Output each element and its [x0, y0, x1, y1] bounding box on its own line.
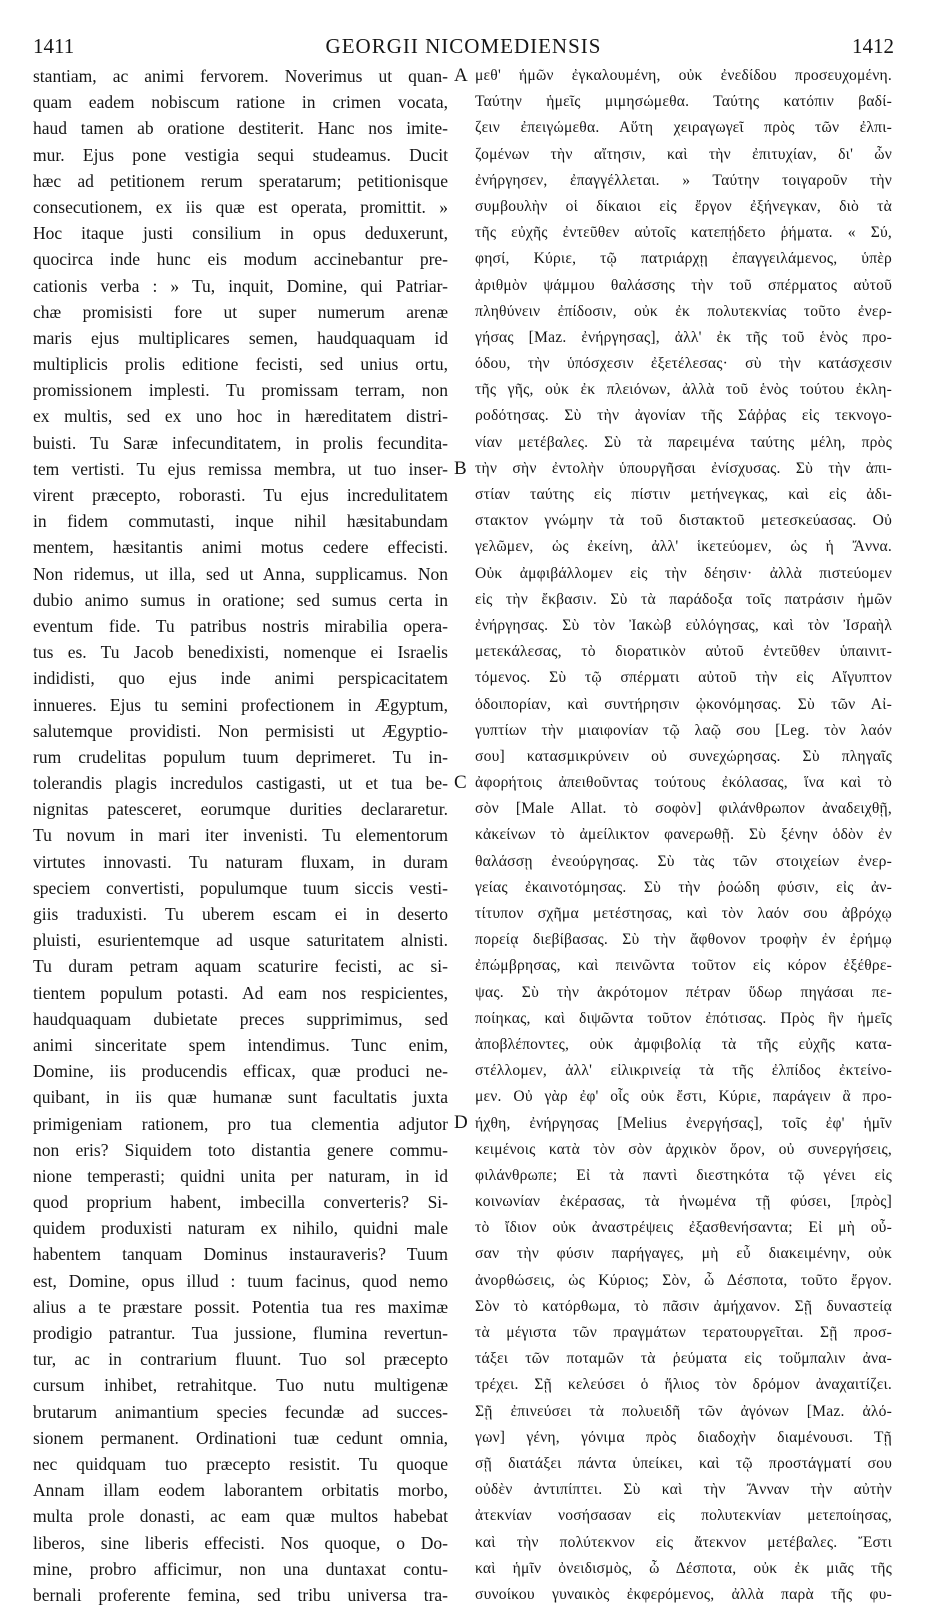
latin-text-line: quidem produxisti naturam ex nihilo, quidni male	[33, 1218, 448, 1239]
right-page-number: 1412	[852, 34, 894, 58]
latin-text-line: quibant, in iis quæ humanæ sunt facultatis juxta	[33, 1087, 448, 1108]
latin-text-line: pluisti, esurientemque ad usque saturitatem alnisti.	[33, 930, 448, 951]
greek-text-line: τάξει τῶν ποταμῶν τὰ ῥεύματα εἰς τοὔμπαλιν ἀνα-	[475, 1350, 892, 1368]
greek-text-line: ἀτεκνίαν νοσήσασαν εἰς πολυτεκνίαν μετεποίησας,	[475, 1507, 892, 1525]
greek-text-line: μεθ' ἡμῶν ἐγκαλουμένη, οὐκ ἐνεδίδου προσευχομένη.	[475, 67, 892, 84]
latin-text-line: rum crudelitas populum tuum deprimeret. Tu in-	[33, 746, 448, 767]
latin-text-line: in fidem commutasti, inque nihil hæsitabundam	[33, 511, 448, 532]
greek-text-line: στέλλομεν, ἀλλ' εἰλικρινείᾳ τὰ τῆς ἐλπίδος ἐκτείνο-	[475, 1062, 892, 1080]
latin-text-line: liberos, sine liberis effecisti. Nos quoque, o Do-	[33, 1532, 448, 1553]
greek-text-line: τόμενος. Σὺ τῷ σπέρματι αὐτοῦ τὴν εἰς Αἴγυπτον	[475, 669, 892, 687]
greek-text-line: ζειν ἐπειγώμεθα. Αὕτη χειραγωγεῖ πρὸς τῶν ἐλπι-	[475, 119, 892, 137]
greek-text-line: φιλάνθρωπε; Εἰ τὰ παντὶ διεστηκότα τῷ γένει εἰς	[475, 1166, 892, 1184]
latin-text-line: nignitas patesceret, eorumque durities declararetur.	[33, 799, 448, 820]
latin-text-line: speciem convertisti, populumque tuum siccis vesti-	[33, 877, 448, 898]
greek-text-line: τὴν σὴν ἐντολὴν ὑπουργῆσαι ἐνίσχυσας. Σὺ τὴν ἀπι-	[475, 459, 892, 477]
greek-text-line: γείας ἐκαινοτόμησας. Σὺ τὴν ῥοώδη φύσιν, εἰς ἀν-	[475, 878, 892, 896]
greek-text-line: κἀκείνων τὸ ἀμείλικτον φανερωθῇ. Σὺ ξένην ὁδὸν ἐν	[475, 826, 892, 844]
greek-text-line: Οὐκ ἀμφιβάλλομεν εἰς τὴν δέησιν· ἀλλὰ πιστεύομεν	[475, 564, 892, 582]
latin-text-line: chæ promisisti fore ut super numerum arenæ	[33, 301, 448, 322]
latin-column	[33, 63, 448, 1608]
greek-text-line: ἀφορήτοις ἀπειθοῦντας τούτους ἐκόλασας, ἵνα καὶ τὸ	[475, 774, 892, 792]
greek-text-line: πληθύνειν ἐπίδοσιν, οὐκ ἐκ πολυτεκνίας τοῦτο ἐνερ-	[475, 302, 892, 320]
latin-text-line: quod proprium habent, imbecilla converteris? Si-	[33, 1192, 448, 1213]
latin-text-line: virent præcepto, roborasti. Tu ejus incredulitatem	[33, 485, 448, 505]
latin-text-line: tientem populum potasti. Ad eam nos respicientes,	[33, 982, 448, 1003]
latin-text-line: alius a te præstare possit. Potentia tua res maximæ	[33, 1296, 448, 1317]
greek-text-line: τίτυπον σχῆμα μετέστησας, καὶ τὸν λαόν σου ἀβρόχῳ	[475, 905, 892, 922]
greek-text-line: πορείᾳ διεβίβασας. Σὺ τὴν ἄφθονον τροφὴν ἐν ἐρήμῳ	[475, 931, 892, 949]
greek-text-line: σαν τὴν φύσιν παρήγαγες, μὴ εὖ διακειμένην, οὐκ	[475, 1245, 892, 1263]
greek-text-line: μεν. Οὐ γὰρ ἐφ' οἷς οὐκ ἔστι, Κύριε, παράγειν ἃ προ-	[475, 1088, 892, 1106]
latin-text-line: virtutes innovasti. Tu naturam fluxam, in duram	[33, 851, 448, 872]
latin-text-line: stantiam, ac animi fervorem. Noverimus ut quan-	[33, 66, 448, 86]
latin-text-line: bernali proferente femina, sed tribu universa tra-	[33, 1584, 448, 1605]
greek-text-line: γων] γένη, γόνιμα πρὸς διαδοχὴν διαμένουσι. Τῇ	[475, 1428, 892, 1446]
greek-text-line: ροδότησας. Σὺ τὴν ἀγονίαν τῆς Σάῤῥας εἰς τεκνογο-	[475, 407, 892, 425]
greek-text-line: τῆς εὐχῆς ἐντεῦθεν αὐτοῖς κατεπῄδετο ῥήματα. « Σύ,	[475, 224, 892, 242]
greek-column	[475, 63, 892, 1608]
greek-text-line: τῆς γῆς, οὐκ ἐκ πλειόνων, ἀλλὰ τοῦ ἑνὸς τούτου ἐκλη-	[475, 381, 892, 399]
greek-text-line: τὰ μέγιστα τῶν πραγμάτων τερατουργεῖται. Σῇ προσ-	[475, 1324, 892, 1341]
latin-text-line: quam eadem nobiscum ratione in crimen vocata,	[33, 92, 448, 113]
section-marker-a: A	[454, 65, 468, 86]
latin-text-line: innueres. Ejus tu semini profectionem in Ægyptum,	[33, 694, 448, 715]
latin-text-line: Hoc itaque justi consilium in opus deduxerunt,	[33, 223, 448, 244]
latin-text-line: Tu duram petram aquam scaturire fecisti, ac si-	[33, 956, 448, 977]
latin-text-line: prodigio patrantur. Tua jussione, flumina revertun-	[33, 1323, 448, 1343]
latin-text-line: giis traduxisti. Tu uberem escam ei in deserto	[33, 904, 448, 924]
greek-text-line: ποίηκας, καὶ διψῶντα τοῦτον ἐπότισας. Πρὸς ἣν ἡμεῖς	[475, 1009, 892, 1027]
latin-text-line: non eris? Siquidem toto distantia genere commu-	[33, 1139, 448, 1160]
left-page-number: 1411	[33, 34, 75, 58]
section-marker-c: C	[454, 772, 467, 793]
greek-text-line: ἀριθμὸν ψάμμου θαλάσσης τὴν τοῦ σπέρματος αὐτοῦ	[475, 276, 892, 294]
running-title: GEORGII NICOMEDIENSIS	[325, 34, 602, 58]
greek-text-line: στίαν ταύτης εἰς πίστιν μετήνεγκας, καὶ εἰς ἀδι-	[475, 486, 892, 503]
latin-text-line: dubio animo sumus in oratione; sed sumus certa in	[33, 589, 448, 610]
latin-text-line: maris ejus multiplicares semen, haudquaquam id	[33, 327, 448, 348]
latin-text-line: nec quidquam tuo præcepto resistit. Tu quoque	[33, 1453, 448, 1474]
latin-text-line: habentem tanquam Dominus instauraveris? Tuum	[33, 1244, 448, 1265]
greek-text-line: Σῇ ἐπινεύσει τὰ πολυειδῆ τῶν ἀγόνων [Maz. ἀλό-	[475, 1402, 892, 1420]
latin-text-line: ex multis, sed ex uno hoc in hæreditatem distri-	[33, 406, 448, 427]
greek-text-line: καὶ τὴν πολύτεκνον εἰς ἄτεκνον μετέβαλες. Ἔστι	[475, 1533, 892, 1551]
greek-text-line: σῇ διατάξει πάντα ὑπείκει, καὶ τῷ προστάγματί σου	[475, 1454, 892, 1472]
latin-text-line: mine, probro afficimur, non una duntaxat contu-	[33, 1558, 448, 1579]
latin-text-line: est, Domine, opus illud : tuum facinus, quod nemo	[33, 1270, 448, 1291]
greek-text-line: σὸν [Male Allat. τὸ σοφὸν] φιλάνθρωπον ἀναδειχθῇ,	[475, 800, 892, 818]
greek-text-line: συνοίκου γυναικὸς ἐκφερόμενος, ἀλλὰ παρὰ τῆς φυ-	[475, 1585, 892, 1603]
latin-text-line: hæc ad petitionem rerum speratarum; petitionisque	[33, 170, 448, 191]
section-marker-d: D	[454, 1112, 468, 1133]
greek-text-line: ήχθη, ἐνήργησας [Melius ἐνεργήσας], τοῖς ἐφ' ἡμῖν	[475, 1114, 892, 1132]
latin-text-line: multa prole donasti, ac eam quæ multos habebat	[33, 1506, 448, 1527]
greek-text-line: τὸ ἴδιον οὐκ ἀναστρέψεις ἐξασθενήσαντα; Εἰ μὴ οὖ-	[475, 1219, 892, 1237]
greek-text-line: θαλάσσῃ ἐνεούργησας. Σὺ τὰς τῶν στοιχείων ἐνερ-	[475, 852, 892, 870]
latin-text-line: tur, ac in contrarium fluunt. Tuo sol præcepto	[33, 1349, 448, 1370]
latin-text-line: mentem, hæsitantis animi motus cedere effecisti.	[33, 537, 448, 558]
latin-text-line: consecutionem, ex iis quæ est operata, promittit. »	[33, 196, 448, 217]
latin-text-line: mur. Ejus pone vestigia sequi studeamus. Ducit	[33, 144, 448, 165]
section-marker-b: B	[454, 458, 467, 479]
latin-text-line: cationis verba : » Tu, inquit, Domine, qui Patriar-	[33, 275, 448, 296]
latin-text-line: Domine, iis producendis efficax, quæ produci ne-	[33, 1061, 448, 1082]
latin-text-line: cursum inhibet, retrahitque. Tuo nutu multigenæ	[33, 1375, 448, 1396]
greek-text-line: ψας. Σὺ τὴν ἀκρότομον πέτραν ὕδωρ πηγάσαι πε-	[475, 983, 892, 1001]
greek-text-line: ἐνήργησας. Σὺ τὸν Ἰακὼβ εὐλόγησας, καὶ τὸν Ἰσραὴλ	[475, 616, 892, 634]
greek-text-line: συμβουλὴν οἱ δίκαιοι εἰς ἔργον ἐξήνεγκαν, διὸ τὰ	[475, 197, 892, 215]
latin-text-line: eventum fide. Tu patribus nostris mirabilia opera-	[33, 615, 448, 636]
greek-text-line: σου] κατασμικρύνειν οὐ συνεχώρησας. Σὺ πληγαῖς	[475, 747, 892, 765]
greek-text-line: γήσας [Maz. ἐνήργησας], ἀλλ' ἐκ τῆς τοῦ ἑνὸς προ-	[475, 328, 892, 346]
greek-text-line: κοινωνίαν ἐκέρασας, τὰ ἡνωμένα τῇ φύσει, [πρὸς]	[475, 1193, 892, 1211]
latin-text-line: quocirca inde hunc eis modum accinebantur pre-	[33, 249, 448, 270]
latin-text-line: buisti. Tu Saræ infecunditatem, in prolis fecundita-	[33, 432, 448, 453]
latin-text-line: tolerandis plagis incredulos castigasti, ut et tua be-	[33, 773, 448, 794]
greek-text-line: μετεκάλεσας, τὸ διορατικὸν αὐτοῦ ἐντεῦθεν ὑπαινιτ-	[475, 643, 892, 661]
latin-text-line: sionem permanent. Ordinationi tuæ cedunt omnia,	[33, 1427, 448, 1448]
greek-text-line: ζομένων τὴν αἴτησιν, καὶ τὴν ἐπιτυχίαν, δι' ὧν	[475, 145, 892, 163]
latin-text-line: Tu novum in mari iter invenisti. Tu elementorum	[33, 825, 448, 846]
greek-text-line: καὶ ἡμῖν ὀνειδισμὸς, ὦ Δέσποτα, οὐκ ἐκ μιᾶς τῆς	[475, 1559, 892, 1577]
latin-text-line: tus es. Tu Jacob benedixisti, nomenque ei Israelis	[33, 642, 448, 663]
greek-text-line: ἀνορθώσεις, ὡς Κύριος; Σὸν, ὦ Δέσποτα, τοῦτο ἔργον.	[475, 1271, 892, 1289]
greek-text-line: τρέχει. Σῇ κελεύσει ὁ ἥλιος τὸν δρόμον ἀναχαιτίζει.	[475, 1376, 892, 1394]
greek-text-line: ἐνήργησεν, ἐπαγγέλλεται. » Ταύτην τοιγαροῦν τὴν	[475, 171, 892, 189]
latin-text-line: Annam illam eodem laborantem orbitatis morbo,	[33, 1480, 448, 1501]
latin-text-line: primigeniam rationem, pro tua clementia adjutor	[33, 1113, 448, 1134]
greek-text-line: ἀποβλέποντες, οὐκ ἀμφιβολίᾳ τὰ τῆς εὐχῆς κατα-	[475, 1035, 892, 1053]
latin-text-line: promissionem implesti. Tu promissam terram, non	[33, 380, 448, 401]
greek-text-line: ἐπώμβρησας, καὶ πεινῶντα τοῦτον εἰς κόρον ἐξέθρε-	[475, 957, 892, 975]
greek-text-line: Σὸν τὸ κατόρθωμα, τὸ πᾶσιν ἀμήχανον. Σῇ δυναστείᾳ	[475, 1297, 892, 1315]
latin-text-line: haudquaquam dubietate preces supprimimus, sed	[33, 1008, 448, 1029]
latin-text-line: animi sinceritate spem intendimus. Tunc enim,	[33, 1034, 448, 1055]
latin-text-line: salutemque providisti. Non permisisti ut Ægyptio-	[33, 720, 448, 741]
latin-text-line: haud tamen ab oratione destiterit. Hanc nos imite-	[33, 118, 448, 139]
greek-text-line: νίαν μετέβαλες. Σὺ τὰ παρειμένα ταύτης μέλη, πρὸς	[475, 433, 892, 451]
latin-text-line: multiplicis prolis editione fecisti, sed unius ortu,	[33, 354, 448, 375]
latin-text-line: nione temperasti; quidni unita per naturam, in id	[33, 1165, 448, 1186]
latin-text-line: Non ridemus, ut illa, sed ut Anna, supplicamus. Non	[33, 563, 448, 584]
greek-text-line: φησί, Κύριε, τῷ πατριάρχῃ ἐπαγγειλάμενος, ὑπὲρ	[475, 250, 892, 268]
greek-text-line: Ταύτην ἡμεῖς μιμησώμεθα. Ταύτης κατόπιν βαδί-	[475, 93, 892, 111]
greek-text-line: κειμένοις κατὰ τὸν σὸν ἀρχικὸν ὅρον, οὐ συνεργήσεις,	[475, 1140, 892, 1158]
greek-text-line: οὐδὲν ἀντιπίπτει. Σὺ καὶ τὴν Ἄνναν τὴν αὐτὴν	[475, 1481, 892, 1499]
latin-text-line: tem vertisti. Tu ejus remissa membra, ut tuo inser-	[33, 458, 448, 479]
greek-text-line: ὁδοιπορίαν, καὶ συντήρησιν ᾠκονόμησας. Σὺ τῶν Αἰ-	[475, 695, 892, 713]
running-header	[0, 0, 927, 60]
greek-text-line: γελῶμεν, ὡς ἐκείνη, ἀλλ' ἱκετεύομεν, ὡς ἡ Ἄννα.	[475, 538, 892, 556]
greek-text-line: στακτον γνώμην τὰ τοῦ διστακτοῦ μετεσκεύασας. Οὐ	[475, 512, 892, 530]
greek-text-line: όδου, τὴν ὑπόσχεσιν ἐξετέλεσας· σὺ τὴν κατάσχεσιν	[475, 355, 892, 373]
latin-text-line: indidisti, quo ejus inde animi perspicacitatem	[33, 668, 448, 689]
greek-text-line: εἰς τὴν ἔκβασιν. Σὺ τὰ παράδοξα τοῖς πατράσιν ἡμῶν	[475, 590, 892, 608]
latin-text-line: brutarum animantium species fecundæ ad succes-	[33, 1401, 448, 1422]
greek-text-line: γυπτίων τὴν μιαιφονίαν τῷ λαῷ σου [Leg. τὸν λαόν	[475, 721, 892, 739]
